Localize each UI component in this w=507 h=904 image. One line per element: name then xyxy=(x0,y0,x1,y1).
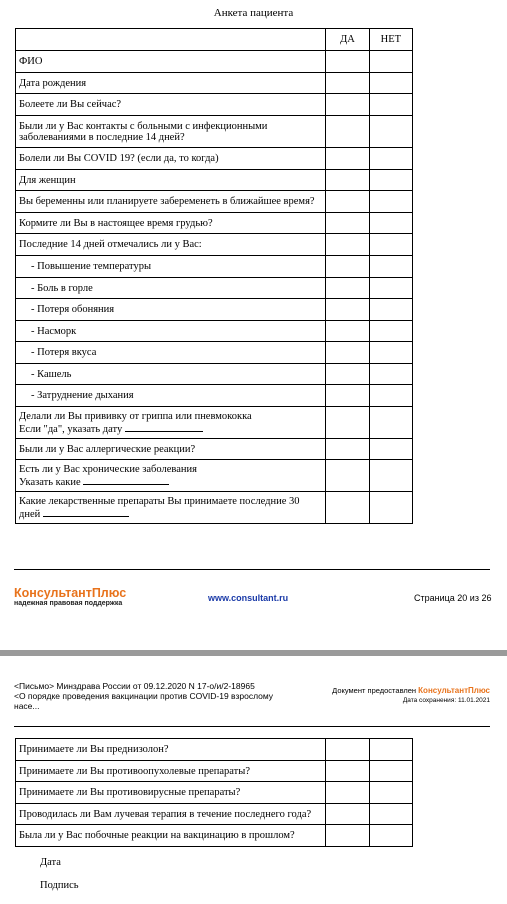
yes-cell[interactable] xyxy=(326,460,369,492)
row-flu-vaccine xyxy=(16,407,326,439)
row-allergies: Были ли у Вас аллергические реакции? xyxy=(16,439,326,460)
column-no-header: НЕТ xyxy=(369,29,412,51)
doc-line-1: <Письмо> Минздрава России от 09.12.2020 N 17-о/и/2-18965 xyxy=(14,681,255,691)
yes-cell[interactable] xyxy=(326,278,369,299)
no-cell[interactable] xyxy=(369,342,412,364)
patient-form-table-continued xyxy=(15,738,413,847)
no-cell[interactable] xyxy=(369,407,412,439)
yes-cell[interactable] xyxy=(326,321,369,342)
row-infection-contacts: Были ли у Вас контакты с больными с инфекционными заболеваниями в последние 14 дней? xyxy=(16,116,326,148)
no-cell[interactable] xyxy=(369,782,412,804)
yes-cell[interactable] xyxy=(326,804,369,825)
row-fio: ФИО xyxy=(16,51,326,73)
yes-cell[interactable] xyxy=(326,739,369,761)
row-antiviral: Принимаете ли Вы противовирусные препараты? xyxy=(16,782,326,804)
no-cell[interactable] xyxy=(369,213,412,234)
no-cell[interactable] xyxy=(369,73,412,94)
chronic-specify-blank[interactable] xyxy=(83,475,169,485)
row-smell-loss: - Потеря обоняния xyxy=(16,299,326,321)
yes-cell[interactable] xyxy=(326,51,369,73)
row-taste-loss: - Потеря вкуса xyxy=(16,342,326,364)
provided-by xyxy=(332,686,490,695)
row-birth-date: Дата рождения xyxy=(16,73,326,94)
chronic-question: Есть ли у Вас хронические заболевания xyxy=(19,463,197,475)
no-cell[interactable] xyxy=(369,321,412,342)
document-reference xyxy=(14,681,274,711)
yes-cell[interactable] xyxy=(326,407,369,439)
row-fever: - Повышение температуры xyxy=(16,256,326,278)
consultant-tagline: надежная правовая поддержка xyxy=(14,600,123,607)
yes-cell[interactable] xyxy=(326,148,369,170)
no-cell[interactable] xyxy=(369,385,412,407)
chronic-specify-label: Указать какие xyxy=(19,476,81,488)
saved-date: Дата сохранения: 11.01.2021 xyxy=(402,697,490,704)
row-chronic xyxy=(16,460,326,492)
no-cell[interactable] xyxy=(369,234,412,256)
no-cell[interactable] xyxy=(369,191,412,213)
no-cell[interactable] xyxy=(369,116,412,148)
row-for-women: Для женщин xyxy=(16,170,326,191)
no-cell[interactable] xyxy=(369,804,412,825)
yes-cell[interactable] xyxy=(326,492,369,524)
yes-cell[interactable] xyxy=(326,94,369,116)
flu-vaccine-date-label: Если "да", указать дату xyxy=(19,423,123,435)
no-cell[interactable] xyxy=(369,364,412,385)
yes-cell[interactable] xyxy=(326,299,369,321)
row-runny-nose: - Насморк xyxy=(16,321,326,342)
no-cell[interactable] xyxy=(369,94,412,116)
patient-form-table xyxy=(15,28,413,524)
row-breastfeeding: Кормите ли Вы в настоящее время грудью? xyxy=(16,213,326,234)
medications-question: Какие лекарственные препараты Вы принимаете последние 30 дней xyxy=(19,495,300,520)
no-cell[interactable] xyxy=(369,148,412,170)
row-radiation: Проводилась ли Вам лучевая терапия в течение последнего года? xyxy=(16,804,326,825)
header-question-cell xyxy=(16,29,326,51)
flu-vaccine-date-blank[interactable] xyxy=(125,422,203,432)
no-cell[interactable] xyxy=(369,299,412,321)
yes-cell[interactable] xyxy=(326,385,369,407)
no-cell[interactable] xyxy=(369,761,412,782)
no-cell[interactable] xyxy=(369,256,412,278)
yes-cell[interactable] xyxy=(326,825,369,847)
flu-vaccine-question: Делали ли Вы прививку от гриппа или пневмококка xyxy=(19,410,252,422)
no-cell[interactable] xyxy=(369,739,412,761)
yes-cell[interactable] xyxy=(326,170,369,191)
yes-cell[interactable] xyxy=(326,213,369,234)
yes-cell[interactable] xyxy=(326,116,369,148)
no-cell[interactable] xyxy=(369,460,412,492)
no-cell[interactable] xyxy=(369,170,412,191)
row-medications xyxy=(16,492,326,524)
no-cell[interactable] xyxy=(369,492,412,524)
row-cough: - Кашель xyxy=(16,364,326,385)
column-yes-header: ДА xyxy=(326,29,369,51)
yes-cell[interactable] xyxy=(326,364,369,385)
row-prednisolone: Принимаете ли Вы преднизолон? xyxy=(16,739,326,761)
no-cell[interactable] xyxy=(369,278,412,299)
no-cell[interactable] xyxy=(369,439,412,460)
row-symptoms-heading: Последние 14 дней отмечались ли у Вас: xyxy=(16,234,326,256)
yes-cell[interactable] xyxy=(326,256,369,278)
medications-blank[interactable] xyxy=(43,507,129,517)
page-break-band xyxy=(0,650,507,656)
no-cell[interactable] xyxy=(369,825,412,847)
row-antitumor: Принимаете ли Вы противоопухолевые препараты? xyxy=(16,761,326,782)
footer-divider xyxy=(14,569,490,570)
page-number: Страница 20 из 26 xyxy=(414,593,492,603)
yes-cell[interactable] xyxy=(326,73,369,94)
consultant-url-link[interactable]: www.consultant.ru xyxy=(208,593,289,603)
consultant-logo: КонсультантПлюс xyxy=(14,586,127,600)
row-vaccine-reactions: Была ли у Вас побочные реакции на вакцинацию в прошлом? xyxy=(16,825,326,847)
header-divider xyxy=(14,726,490,727)
date-label: Дата xyxy=(40,857,61,868)
form-title: Анкета пациента xyxy=(213,7,294,19)
signature-label: Подпись xyxy=(40,880,79,891)
provider-name: КонсультантПлюс xyxy=(418,686,490,695)
row-pregnancy: Вы беременны или планируете забеременеть в ближайшее время? xyxy=(16,191,326,213)
row-breathing: - Затруднение дыхания xyxy=(16,385,326,407)
yes-cell[interactable] xyxy=(326,761,369,782)
row-sore-throat: - Боль в горле xyxy=(16,278,326,299)
yes-cell[interactable] xyxy=(326,191,369,213)
yes-cell[interactable] xyxy=(326,439,369,460)
yes-cell[interactable] xyxy=(326,234,369,256)
provided-by-label: Документ предоставлен xyxy=(332,686,417,695)
yes-cell[interactable] xyxy=(326,782,369,804)
row-sick-now: Болеете ли Вы сейчас? xyxy=(16,94,326,116)
no-cell[interactable] xyxy=(369,51,412,73)
row-covid-history: Болели ли Вы COVID 19? (если да, то когда) xyxy=(16,148,326,170)
doc-line-2: <О порядке проведения вакцинации против COVID-19 взрослому насе... xyxy=(14,691,274,711)
yes-cell[interactable] xyxy=(326,342,369,364)
